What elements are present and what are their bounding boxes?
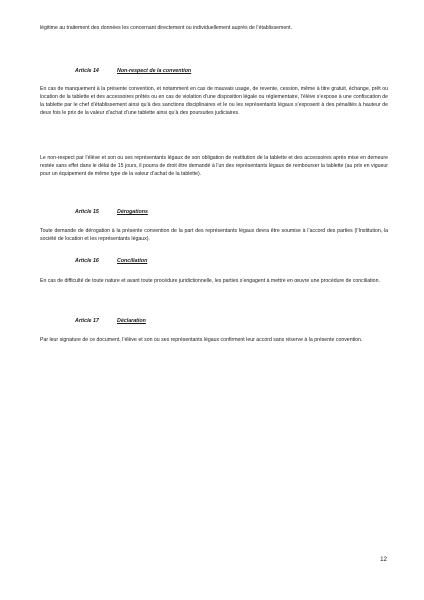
article-14-title: Non-respect de la convention (117, 68, 192, 74)
article-17-number: Article 17 (75, 318, 99, 324)
article-17-paragraph-1: Par leur signature de ce document, l’élève et son ou ses représentants légaux confirment leur accord sans réserve à la présente convention. (40, 337, 363, 343)
article-14-paragraph-2: Le non-respect par l’élève et son ou ses représentants légaux de son obligation de restitution de la tablette et des accessoires après mise en demeure restée sans effet dans le délai de 15 jours, il pourra de droit être demandé à l’un des représentants légaux de rembourser la tablette (au prix en vigueur pour un équipement de même type de la valeur d’achat de la tablette). (40, 155, 388, 177)
article-16-heading (75, 258, 147, 265)
article-16-paragraph-1: En cas de difficulté de toute nature et avant toute procédure juridictionnelle, les parties s’engagent à mettre en œuvre une procédure de conciliation. (40, 278, 380, 284)
article-15-title: Dérogations (117, 209, 148, 215)
article-17-heading (75, 318, 146, 325)
article-16-number: Article 16 (75, 258, 99, 264)
article-15-heading (75, 209, 148, 216)
article-15-number: Article 15 (75, 209, 99, 215)
article-14-heading (75, 68, 191, 75)
article-14-paragraph-1: En cas de manquement à la présente convention, et notamment en cas de mauvais usage, de revente, cession, même à titre gratuit, échange, prêt ou location de la tablette et des accessoires prêtés ou en cas de violation d’une disposition légale ou réglementaire, l’élève s’expose à une confiscation de la tablette par le chef d’établissement ainsi qu’à des sanctions disciplinaires et le ou les représentants légaux s’exposent à des pénalités à hauteur de deux fois le prix de la valeur d’achat d’une tablette ainsi qu’à des poursuites judiciaires. (40, 86, 388, 116)
article-17-title: Déclaration (117, 318, 146, 324)
article-16-title: Conciliation (117, 258, 148, 264)
article-15-paragraph-1: Toute demande de dérogation à la présente convention de la part des représentants légaux devra être soumise à l’accord des parties (l’Institution, la société de location et les représentants légaux). (40, 228, 388, 242)
page-number: 12 (380, 556, 387, 563)
intro-paragraph: légitime au traitement des données les concernant directement ou individuellement auprès de l’établissement. (40, 25, 293, 31)
article-14-number: Article 14 (75, 68, 99, 74)
